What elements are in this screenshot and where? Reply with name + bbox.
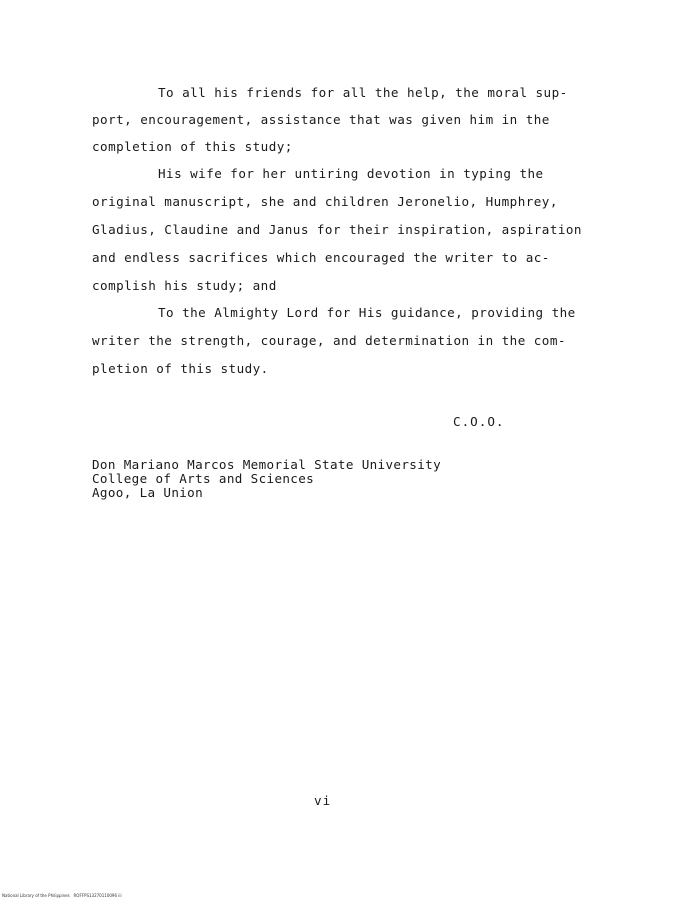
- paragraph-line: port, encouragement, assistance that was given him in the: [92, 112, 550, 127]
- location: Agoo, La Union: [92, 485, 204, 500]
- paragraph-line: To the Almighty Lord for His guidance, providing the: [158, 305, 576, 320]
- college-name: College of Arts and Sciences: [92, 471, 315, 486]
- paragraph-line: Gladius, Claudine and Janus for their inspiration, aspiration: [92, 222, 582, 237]
- author-initials: C.O.O.: [453, 414, 505, 429]
- paragraph-line: writer the strength, courage, and determination in the com-: [92, 333, 566, 348]
- paragraph-line: original manuscript, she and children Jeronelio, Humphrey,: [92, 194, 558, 209]
- university-name: Don Mariano Marcos Memorial State University: [92, 457, 442, 472]
- paragraph-line: completion of this study;: [92, 139, 293, 154]
- paragraph-line: complish his study; and: [92, 278, 277, 293]
- paragraph-line: His wife for her untiring devotion in typing the: [158, 166, 544, 181]
- paragraph-line: and endless sacrifices which encouraged the writer to ac-: [92, 250, 550, 265]
- paragraph-line: To all his friends for all the help, the moral sup-: [158, 85, 568, 100]
- scan-footer-note: National Library of the Philippines ROFFPS13270110096 iii: [2, 893, 122, 898]
- page-number: vi: [314, 793, 332, 808]
- paragraph-line: pletion of this study.: [92, 361, 269, 376]
